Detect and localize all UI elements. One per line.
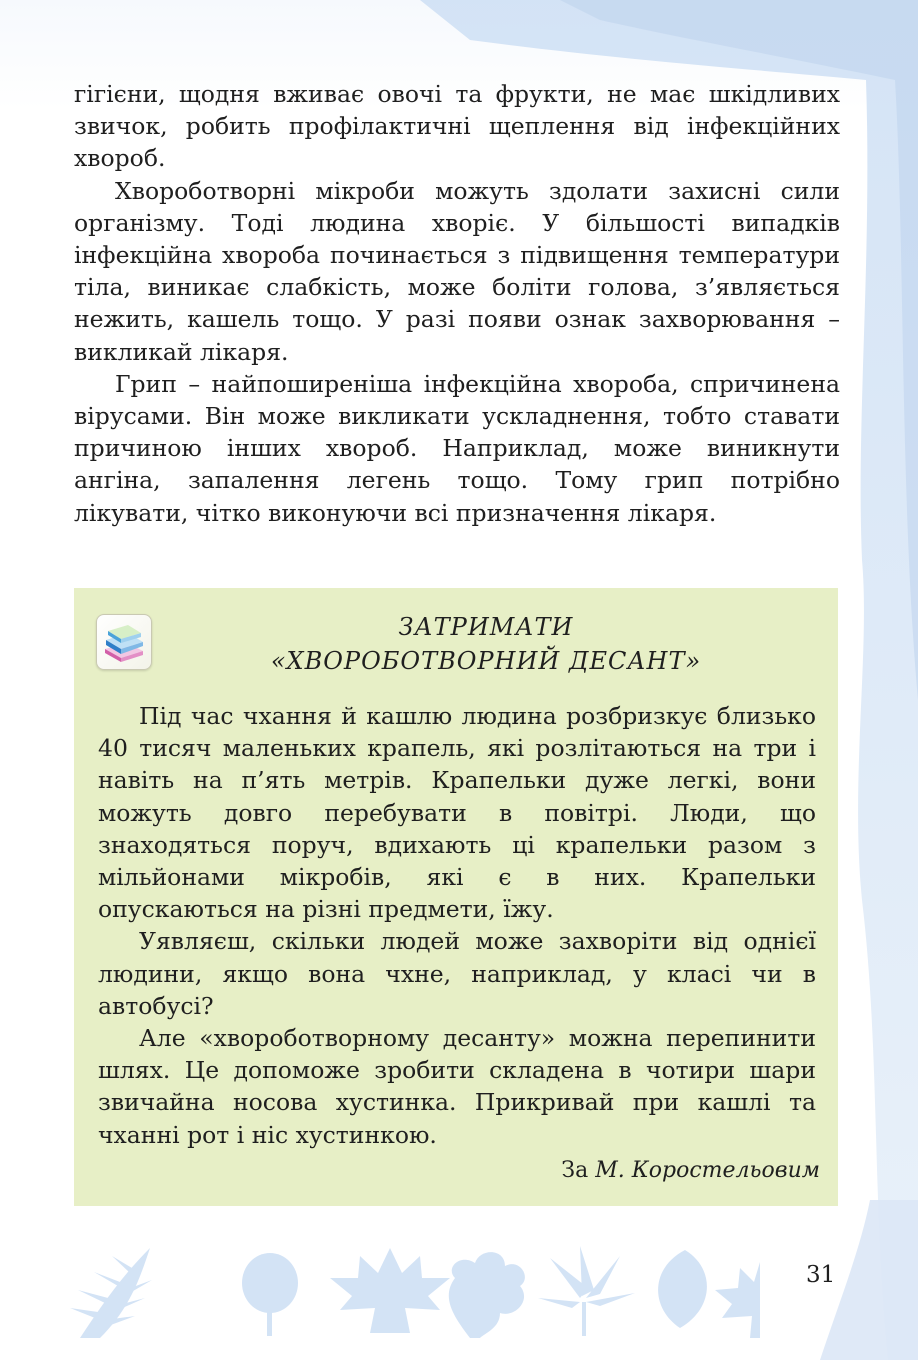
paragraph: Грип – найпоширеніша інфекційна хвороба, спричинена вірусами. Він може викликати ускладнення, тобто ставати причиною інших хвороб. Наприклад, може виникнути ангіна, запалення легень тощо. Тому грип потрібно лікувати, чітко виконуючи всі призначення лікаря.	[74, 369, 840, 527]
page-number: 31	[806, 1262, 836, 1288]
source-author: М. Коростельовим	[595, 1158, 820, 1183]
paragraph: Але «хвороботворному десанту» можна перепинити шлях. Це допоможе зробити складена в чотири шари звичайна носова хустинка. Прикривай при кашлі та чханні рот і ніс хустинкою.	[98, 1024, 816, 1149]
panel-title-line: ЗАТРИМАТИ	[398, 613, 574, 641]
decorative-leaves	[60, 1238, 760, 1348]
info-panel	[74, 588, 838, 1206]
paragraph: Під час чхання й кашлю людина розбризкує близько 40 тисяч маленьких крапель, які розлітаються на три і навіть на п’ять метрів. Крапельки дуже легкі, вони можуть довго перебувати в повітрі. Люди, що знаходяться поруч, вдихають ці крапельки разом з мільйонами мікробів, які є в них. Крапельки опускаються на різні предмети, їжу.	[98, 702, 816, 924]
source-attribution	[561, 1156, 820, 1186]
panel-title-line: «ХВОРОБОТВОРНИЙ ДЕСАНТ»	[270, 647, 702, 675]
paragraph: гігієни, щодня вживає овочі та фрукти, не має шкідливих звичок, робить профілактичні щеплення від інфекційних хвороб.	[74, 80, 840, 173]
source-prefix: За	[561, 1158, 589, 1183]
panel-title	[74, 610, 838, 678]
paragraph: Хвороботворні мікроби можуть здолати захисні сили організму. Тоді людина хворіє. У більшості випадків інфекційна хвороба починається з підвищення температури тіла, виникає слабкість, може боліти голова, з’являється нежить, кашель тощо. У разі появи ознак захворювання – викликай лікаря.	[74, 176, 840, 366]
main-text	[74, 78, 840, 529]
panel-body	[98, 700, 816, 1151]
paragraph: Уявляєш, скільки людей може захворіти від однієї людини, якщо вона чхне, наприклад, у класі чи в автобусі?	[98, 927, 816, 1020]
